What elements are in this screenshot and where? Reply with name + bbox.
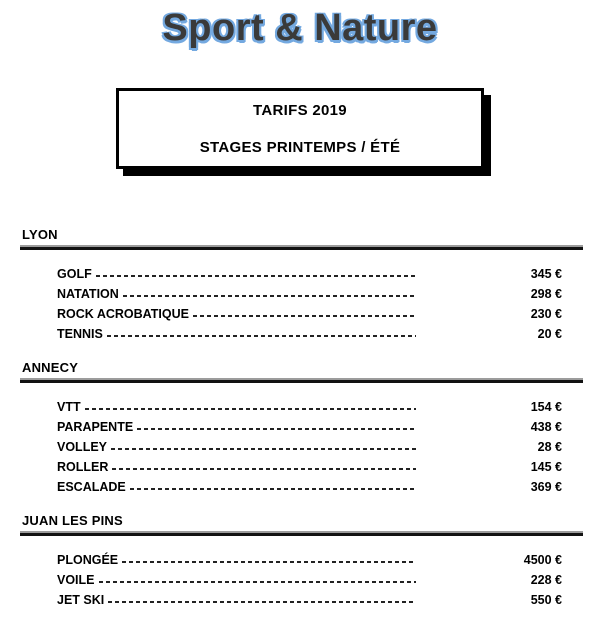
item-label: ESCALADE xyxy=(57,480,126,494)
price-row xyxy=(57,326,562,346)
price-row xyxy=(57,439,562,459)
dash-leader xyxy=(85,408,416,410)
section-rows xyxy=(57,552,562,612)
item-label: ROLLER xyxy=(57,460,109,474)
banner-line-stages: STAGES PRINTEMPS / ÉTÉ xyxy=(199,139,401,156)
dash-leader xyxy=(111,448,416,450)
dash-leader xyxy=(130,488,416,490)
section-rows xyxy=(57,399,562,499)
item-price: 154 € xyxy=(530,400,562,414)
tarif-banner-box xyxy=(116,88,484,169)
item-label: NATATION xyxy=(57,287,119,301)
page-title: Sport & Nature xyxy=(162,7,438,49)
price-row xyxy=(57,572,562,592)
banner-line-tarifs: TARIFS 2019 xyxy=(253,102,347,119)
section xyxy=(20,513,583,612)
price-row xyxy=(57,592,562,612)
section-heading: ANNECY xyxy=(22,360,79,375)
item-price: 438 € xyxy=(530,420,562,434)
item-price: 230 € xyxy=(530,307,562,321)
item-price: 369 € xyxy=(530,480,562,494)
dash-leader xyxy=(108,601,416,603)
item-price: 298 € xyxy=(530,287,562,301)
item-label: JET SKI xyxy=(57,593,105,607)
dash-leader xyxy=(99,581,416,583)
section-rule xyxy=(20,531,583,536)
section-rule xyxy=(20,378,583,383)
item-label: VTT xyxy=(57,400,81,414)
item-price: 20 € xyxy=(537,327,562,341)
dash-leader xyxy=(107,335,416,337)
item-price: 28 € xyxy=(537,440,562,454)
item-label: ROCK ACROBATIQUE xyxy=(57,307,189,321)
item-price: 345 € xyxy=(530,267,562,281)
dash-leader xyxy=(122,561,416,563)
item-label: VOILE xyxy=(57,573,95,587)
item-label: PLONGÉE xyxy=(57,553,119,567)
price-row xyxy=(57,459,562,479)
price-row xyxy=(57,399,562,419)
section-heading: JUAN LES PINS xyxy=(22,513,123,528)
dash-leader xyxy=(123,295,416,297)
price-row xyxy=(57,306,562,326)
price-row xyxy=(57,266,562,286)
price-row xyxy=(57,419,562,439)
price-row xyxy=(57,479,562,499)
item-label: VOLLEY xyxy=(57,440,108,454)
dash-leader xyxy=(193,315,416,317)
dash-leader xyxy=(96,275,416,277)
price-row xyxy=(57,286,562,306)
section xyxy=(20,227,583,346)
item-price: 550 € xyxy=(530,593,562,607)
dash-leader xyxy=(137,428,416,430)
price-row xyxy=(57,552,562,572)
section-heading: LYON xyxy=(22,227,58,242)
price-sections xyxy=(20,227,583,612)
item-price: 4500 € xyxy=(523,553,562,567)
dash-leader xyxy=(112,468,416,470)
section xyxy=(20,360,583,499)
item-label: TENNIS xyxy=(57,327,103,341)
item-price: 145 € xyxy=(530,460,562,474)
item-label: GOLF xyxy=(57,267,92,281)
item-label: PARAPENTE xyxy=(57,420,134,434)
section-rule xyxy=(20,245,583,250)
item-price: 228 € xyxy=(530,573,562,587)
section-rows xyxy=(57,266,562,346)
